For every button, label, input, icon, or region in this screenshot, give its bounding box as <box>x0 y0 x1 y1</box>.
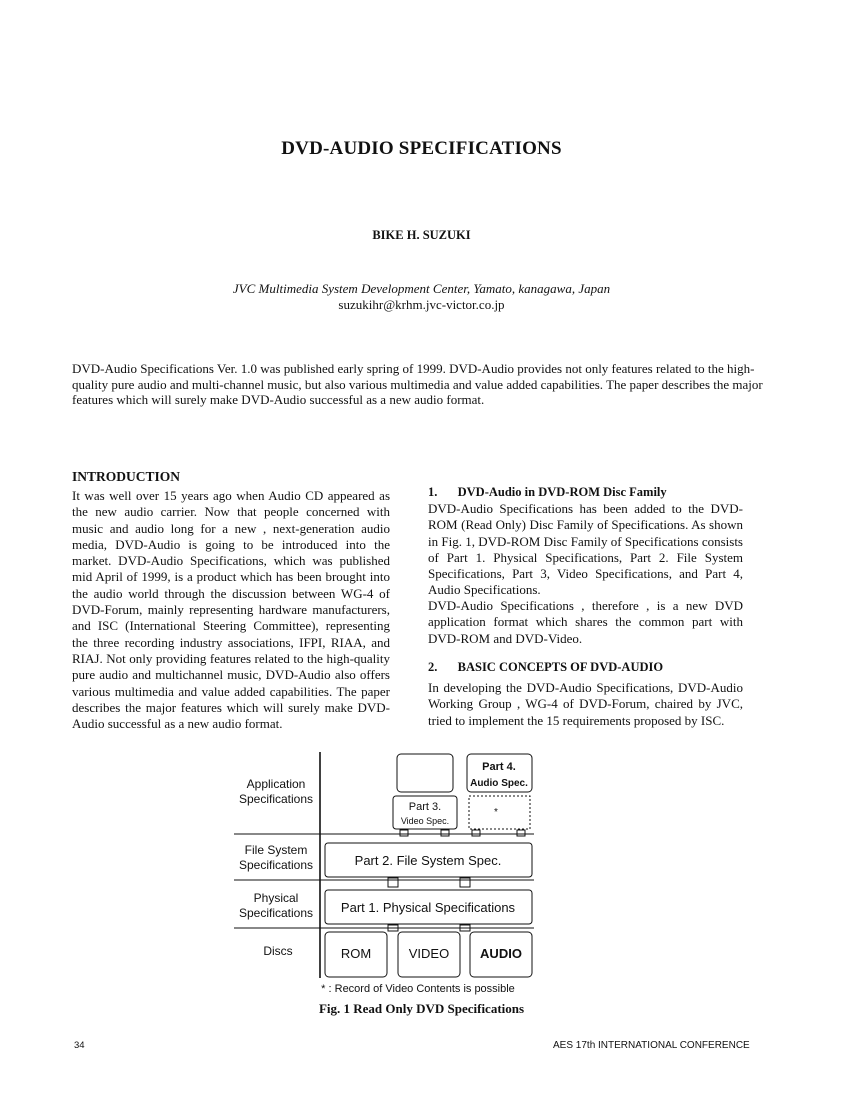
label-application-line1: Application <box>246 777 306 791</box>
section-2-paragraph: In developing the DVD-Audio Specifications, DVD-Audio Working Group , WG-4 of DVD-Forum, chaired by JVC, tried to implement the 15 requirements proposed by ISC. <box>428 680 743 728</box>
figure-footnote: * : Record of Video Contents is possible <box>321 983 515 995</box>
part-4-sublabel: Audio Spec. <box>470 778 528 789</box>
author-affiliation: JVC Multimedia System Development Center, Yamato, kanagawa, Japan <box>232 281 611 296</box>
part-4-label: Part 4. <box>482 761 516 773</box>
disc-rom-label: ROM <box>340 946 372 961</box>
section-1-number: 1. <box>428 485 438 499</box>
author-email: suzukihr@krhm.jvc-victor.co.jp <box>338 297 505 312</box>
label-application-line2: Specifications <box>238 792 314 806</box>
label-filesystem-line1: File System <box>244 843 308 857</box>
page-number: 34 <box>74 1040 85 1051</box>
introduction-heading: INTRODUCTION <box>72 469 181 484</box>
disc-video-label: VIDEO <box>408 946 450 961</box>
abstract-paragraph: DVD-Audio Specifications Ver. 1.0 was published early spring of 1999. DVD-Audio provides not only features related to the high-quality pure audio and multi-channel music, but also various multimedia and value added capabilities. The paper describes the major features which will surely make DVD-Audio successful as a new audio format. <box>72 361 763 407</box>
section-2-title: BASIC CONCEPTS OF DVD-AUDIO <box>457 660 664 674</box>
section-1-paragraph-2: DVD-Audio Specifications , therefore , is a new DVD application format which shares the common part with DVD-ROM and DVD-Video. <box>428 598 743 646</box>
section-1-paragraph-1: DVD-Audio Specifications has been added to the DVD-ROM (Read Only) Disc Family of Specifications. As shown in Fig. 1, DVD-ROM Disc Family of Specifications consists of Part 1. Physical Specifications, Part 2. File System Specifications, Part 3, Video Specifications, and Part 4, Audio Specifications. <box>428 501 743 598</box>
section-2-heading <box>428 660 743 675</box>
label-physical-line2: Specifications <box>238 906 314 920</box>
label-physical-line1: Physical <box>253 891 299 905</box>
asterisk-mark: * <box>494 807 498 818</box>
conference-footer: AES 17th INTERNATIONAL CONFERENCE <box>553 1040 750 1051</box>
figure-1-diagram <box>228 748 558 998</box>
part-3-sublabel: Video Spec. <box>400 816 450 826</box>
section-1-heading <box>428 485 743 500</box>
introduction-paragraph: It was well over 15 years ago when Audio CD appeared as the new audio carrier. Now that people concerned with music and audio long for a new , next-generation audio media, DVD-Audio is going to be introduced into the market. DVD-Audio Specifications, which was published mid April of 1999, is a product which has been brought into the audio world through the discussion between WG-4 of DVD-Forum, mainly representing hardware manufacturers, and ISC (International Steering Committee), representing the three recording industry associations, IFPI, RIAA, and RIAJ. Not only providing features related to the high-quality pure audio and multichannel music, DVD-Audio also offers various multimedia and value added capabilities. The paper describes the major features which will surely make DVD-Audio successful as a new audio format. <box>72 488 390 732</box>
section-1-title: DVD-Audio in DVD-ROM Disc Family <box>457 485 667 499</box>
disc-audio-label: AUDIO <box>480 946 522 961</box>
section-2-number: 2. <box>428 660 438 674</box>
paper-title: DVD-AUDIO SPECIFICATIONS <box>281 138 562 159</box>
part-1-label: Part 1. Physical Specifications <box>340 900 516 915</box>
part-3-label: Part 3. <box>408 801 442 813</box>
label-filesystem-line2: Specifications <box>238 858 314 872</box>
author-name: BIKE H. SUZUKI <box>372 228 471 242</box>
label-discs: Discs <box>263 944 293 958</box>
figure-1-caption: Fig. 1 Read Only DVD Specifications <box>318 1001 525 1016</box>
part-2-label: Part 2. File System Spec. <box>354 853 502 868</box>
